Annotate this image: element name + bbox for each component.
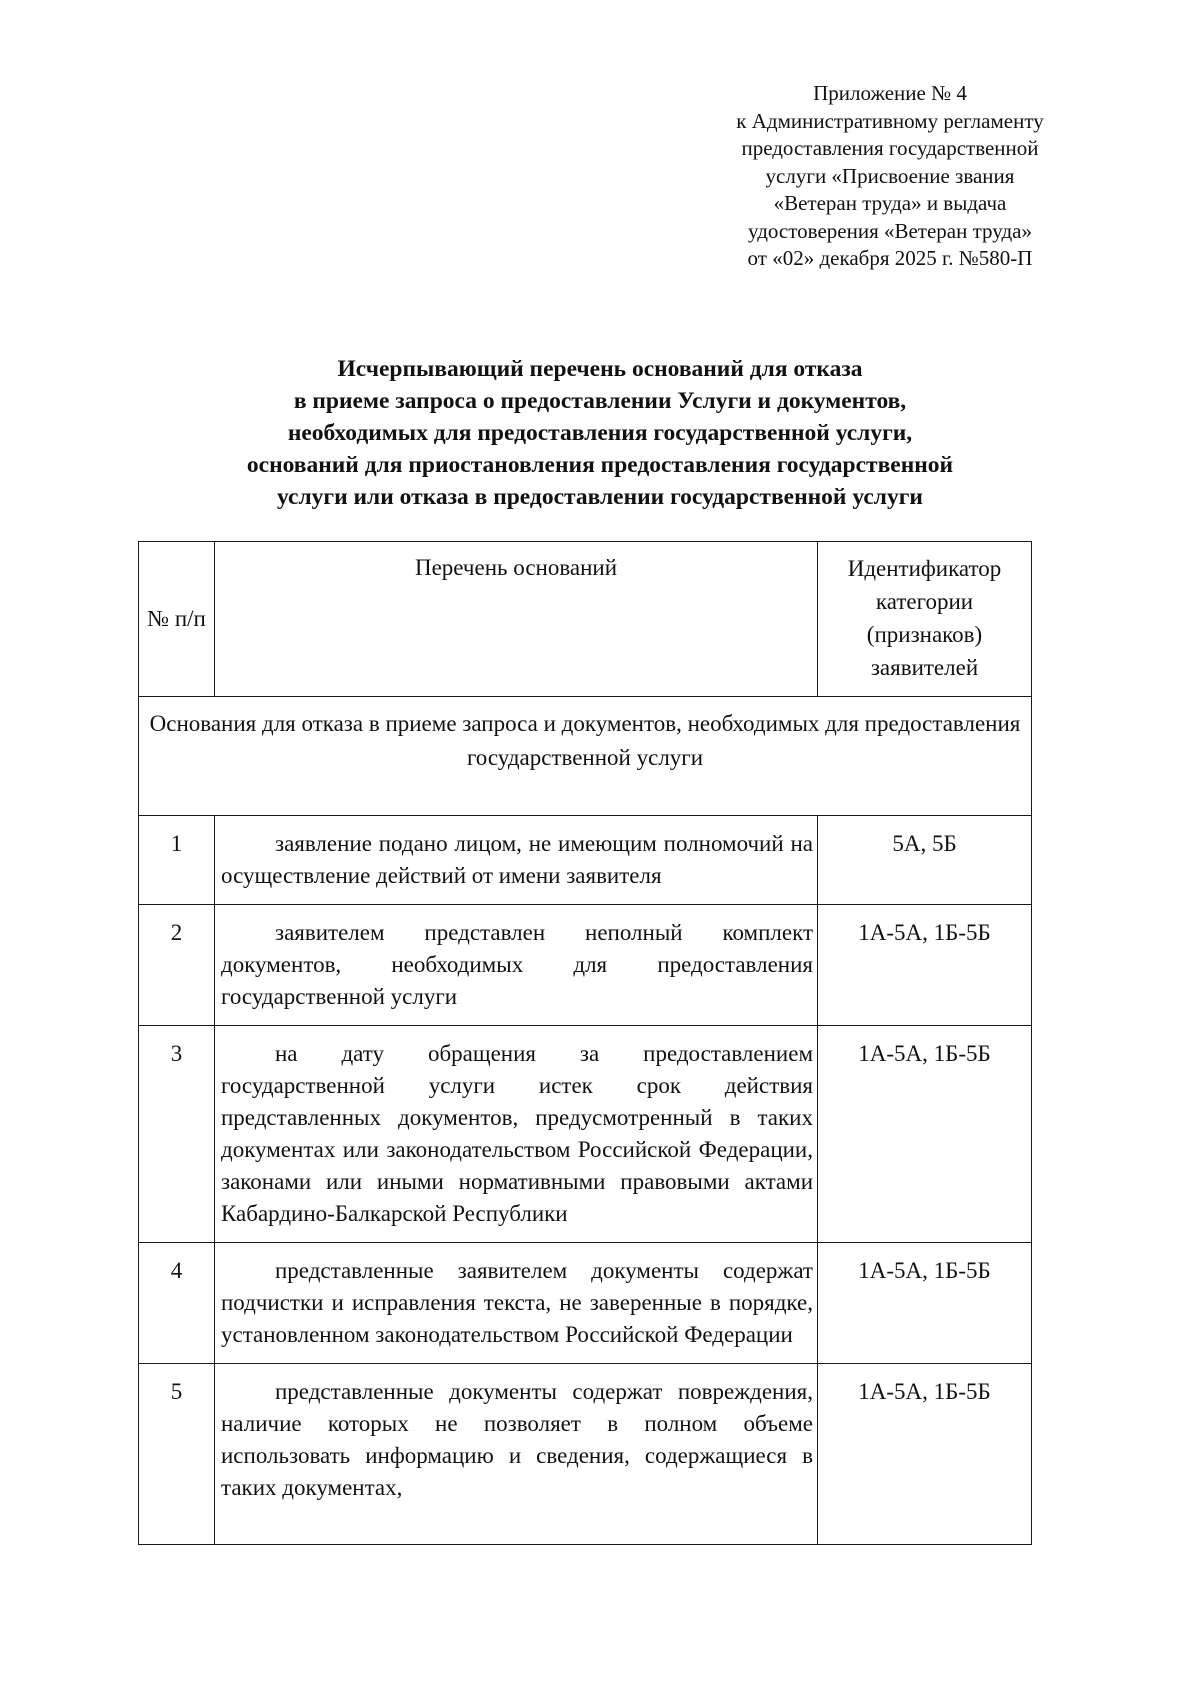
row-number: 2 [139, 905, 215, 1026]
table-row [139, 1364, 1032, 1545]
header-num: № п/п [139, 542, 215, 697]
table-header-row [139, 542, 1032, 697]
row-text [215, 1364, 818, 1545]
row-identifier: 5А, 5Б [818, 816, 1032, 905]
row-text [215, 1026, 818, 1243]
row-text [215, 905, 818, 1026]
appendix-line: к Административному регламенту [736, 108, 1044, 133]
row-text-content: на дату обращения за предоставлением государственной услуги истек срок действия представленных документов, предусмотренный в таких документах или законодательством Российской Федерации, законами или иными нормативными правовыми актами Кабардино-Балкарской Республики [221, 1041, 813, 1226]
row-number: 5 [139, 1364, 215, 1545]
header-identifier: Идентификатор категории (признаков) заявителей [818, 542, 1032, 697]
row-identifier: 1А-5А, 1Б-5Б [818, 1243, 1032, 1364]
row-text [215, 816, 818, 905]
appendix-line: Приложение № 4 [813, 81, 967, 105]
appendix-line: от «02» декабря 2025 г. №580-П [747, 246, 1033, 270]
row-text-content: представленные заявителем документы содержат подчистки и исправления текста, не заверенные в порядке, установленном законодательством Российской Федерации [221, 1258, 813, 1347]
appendix-header [690, 80, 1090, 273]
title-line: Исчерпывающий перечень оснований для отказа [337, 356, 863, 382]
header-grounds: Перечень оснований [215, 542, 818, 697]
title-line: услуги или отказа в предоставлении государственной услуги [277, 484, 923, 510]
section-row [139, 697, 1032, 816]
appendix-line: предоставления государственной [741, 136, 1039, 160]
row-number: 1 [139, 816, 215, 905]
appendix-line: «Ветеран труда» и выдача [773, 191, 1007, 215]
row-text-content: представленные документы содержат повреждения, наличие которых не позволяет в полном объеме использовать информацию и сведения, содержащиеся в таких документах, [221, 1379, 813, 1500]
row-identifier: 1А-5А, 1Б-5Б [818, 1364, 1032, 1545]
row-number: 3 [139, 1026, 215, 1243]
appendix-line: услуги «Присвоение звания [765, 163, 1015, 188]
row-identifier: 1А-5А, 1Б-5Б [818, 905, 1032, 1026]
row-identifier: 1А-5А, 1Б-5Б [818, 1026, 1032, 1243]
title-line: оснований для приостановления предоставления государственной [246, 452, 954, 478]
table-row [139, 905, 1032, 1026]
title-line: необходимых для предоставления государственной услуги, [287, 420, 913, 446]
table-row [139, 1026, 1032, 1243]
row-text [215, 1243, 818, 1364]
row-number: 4 [139, 1243, 215, 1364]
document-title [120, 353, 1080, 513]
title-line: в приеме запроса о предоставлении Услуги и документов, [293, 388, 907, 414]
table-row [139, 1243, 1032, 1364]
appendix-line: удостоверения «Ветеран труда» [748, 218, 1032, 243]
row-text-content: заявителем представлен неполный комплект документов, необходимых для предоставления государственной услуги [221, 920, 813, 1009]
row-text-content: заявление подано лицом, не имеющим полномочий на осуществление действий от имени заявителя [221, 831, 813, 888]
table-row [139, 816, 1032, 905]
section-title: Основания для отказа в приеме запроса и документов, необходимых для предоставления государственной услуги [139, 697, 1032, 816]
grounds-table [138, 541, 1032, 1545]
